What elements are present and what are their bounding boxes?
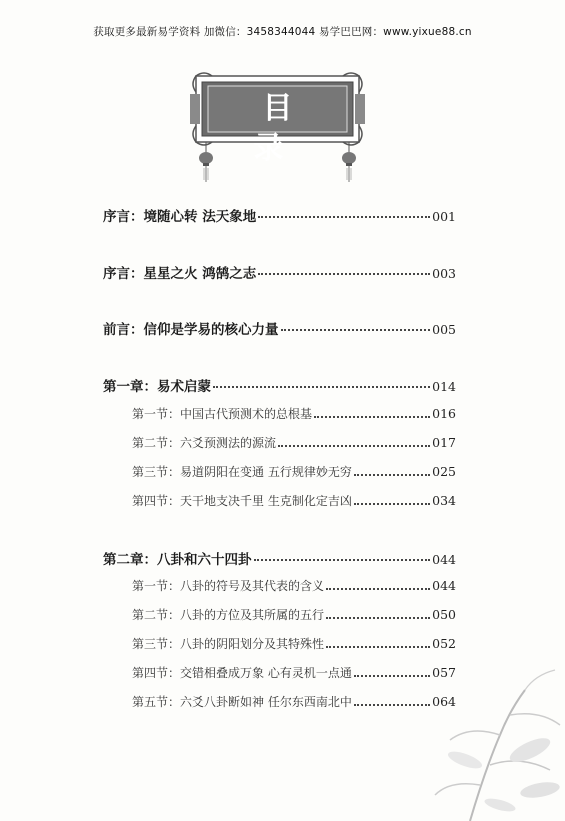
toc-entry-label: 第三节：八卦的阴阳划分及其特殊性 (132, 637, 325, 651)
toc-chapter[interactable] (103, 375, 456, 395)
toc-entry-page: 005 (432, 322, 456, 337)
toc-chapter[interactable] (103, 548, 456, 568)
toc-entry-label: 第二节：六爻预测法的源流 (132, 436, 277, 450)
toc-entry-label: 第二章：八卦和六十四卦 (103, 552, 252, 568)
leader-dots (354, 503, 430, 505)
toc-entry[interactable] (103, 262, 456, 282)
toc-entry-page: 016 (432, 406, 456, 421)
toc-entry-page: 044 (432, 578, 456, 593)
leader-dots (281, 329, 431, 331)
header-note: 获取更多最新易学资料 加微信：3458344044 易学巴巴网：www.yixue88.cn (93, 26, 472, 38)
leader-dots (258, 216, 430, 218)
toc-entry[interactable] (103, 205, 456, 225)
toc-entry-label: 第三节：易道阴阳在变通 五行规律妙无穷 (132, 465, 352, 479)
toc-entry-page: 057 (432, 665, 456, 680)
title-plaque (190, 70, 365, 190)
toc-entry-page: 025 (432, 464, 456, 479)
toc-entry-label: 序言：境随心转 法天象地 (103, 209, 257, 225)
toc-entry-label: 第二节：八卦的方位及其所属的五行 (132, 608, 325, 622)
toc-entry-label: 第四节：天干地支决千里 生克制化定吉凶 (132, 494, 352, 508)
toc-entry-label: 第一节：中国古代预测术的总根基 (132, 407, 313, 421)
leader-dots (258, 273, 430, 275)
toc-entry-label: 序言：星星之火 鸿鹄之志 (103, 266, 257, 282)
toc-entry-label: 第一章：易术启蒙 (103, 379, 211, 395)
toc-entry-page: 052 (432, 636, 456, 651)
toc-section[interactable] (132, 492, 456, 512)
toc-entry-page: 064 (432, 694, 456, 709)
ink-plant-decoration-icon (430, 640, 565, 821)
toc-section[interactable] (132, 606, 456, 626)
toc-entry-label: 第四节：交错相叠成万象 心有灵机一点通 (132, 666, 352, 680)
toc-entry-page: 034 (432, 493, 456, 508)
toc-entry-page: 003 (432, 266, 456, 281)
toc-entry-page: 014 (432, 379, 456, 394)
leader-dots (314, 416, 430, 418)
toc-section[interactable] (132, 577, 456, 597)
toc-entry-page: 050 (432, 607, 456, 622)
toc-section[interactable] (132, 434, 456, 454)
toc-section[interactable] (132, 635, 456, 655)
page-title: 目 录 (253, 91, 311, 166)
leader-dots (278, 445, 430, 447)
toc-entry-label: 第一节：八卦的符号及其代表的含义 (132, 579, 325, 593)
leader-dots (213, 386, 430, 388)
toc-entry-page: 017 (432, 435, 456, 450)
toc-entry[interactable] (103, 318, 456, 338)
leader-dots (354, 675, 430, 677)
leader-dots (354, 474, 430, 476)
leader-dots (354, 704, 430, 706)
leader-dots (254, 559, 431, 561)
leader-dots (326, 617, 430, 619)
toc-section[interactable] (132, 463, 456, 483)
toc-section[interactable] (132, 664, 456, 684)
toc-entry-label: 第五节：六爻八卦断如神 任尔东西南北中 (132, 695, 352, 709)
toc-section[interactable] (132, 405, 456, 425)
leader-dots (326, 588, 430, 590)
leader-dots (326, 646, 430, 648)
toc-entry-label: 前言：信仰是学易的核心力量 (103, 322, 279, 338)
toc-section[interactable] (132, 693, 456, 713)
toc-entry-page: 044 (432, 552, 456, 567)
toc-entry-page: 001 (432, 209, 456, 224)
